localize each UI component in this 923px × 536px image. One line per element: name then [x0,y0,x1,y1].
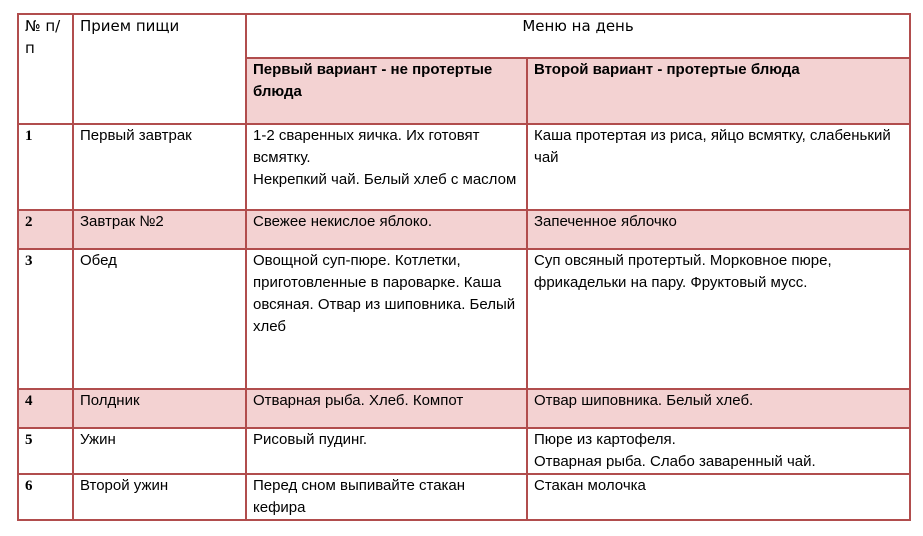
row-number: 6 [18,474,73,520]
row-number: 3 [18,249,73,389]
row-variant-2: Каша протертая из риса, яйцо всмятку, слабенький чай [527,124,910,210]
table-row [18,389,910,428]
row-number: 2 [18,210,73,249]
header-variant-2: Второй вариант - протертые блюда [527,58,910,124]
row-meal: Обед [73,249,246,389]
header-row [18,14,910,58]
row-variant-1: Свежее некислое яблоко. [246,210,527,249]
row-variant-2: Пюре из картофеля. Отварная рыба. Слабо заваренный чай. [527,428,910,474]
row-meal: Завтрак №2 [73,210,246,249]
row-variant-1: Рисовый пудинг. [246,428,527,474]
table-row [18,474,910,520]
row-meal: Первый завтрак [73,124,246,210]
row-variant-2: Отвар шиповника. Белый хлеб. [527,389,910,428]
header-menu-of-day: Меню на день [246,14,910,58]
row-meal: Второй ужин [73,474,246,520]
table-row [18,249,910,389]
row-variant-2: Стакан молочка [527,474,910,520]
row-variant-2: Запеченное яблочко [527,210,910,249]
row-number: 5 [18,428,73,474]
row-variant-1: Перед сном выпивайте стакан кефира [246,474,527,520]
header-meal: Прием пищи [73,14,246,124]
table-row [18,124,910,210]
row-number: 1 [18,124,73,210]
row-variant-1: 1-2 сваренных яичка. Их готовят всмятку. Некрепкий чай. Белый хлеб с маслом [246,124,527,210]
header-number: № п/п [18,14,73,124]
table-row [18,428,910,474]
diet-menu-table [17,13,911,521]
row-meal: Полдник [73,389,246,428]
row-variant-1: Овощной суп-пюре. Котлетки, приготовленные в пароварке. Каша овсяная. Отвар из шиповника. Белый хлеб [246,249,527,389]
row-variant-1: Отварная рыба. Хлеб. Компот [246,389,527,428]
header-variant-1: Первый вариант - не протертые блюда [246,58,527,124]
table-row [18,210,910,249]
row-meal: Ужин [73,428,246,474]
row-variant-2: Суп овсяный протертый. Морковное пюре, фрикадельки на пару. Фруктовый мусс. [527,249,910,389]
row-number: 4 [18,389,73,428]
